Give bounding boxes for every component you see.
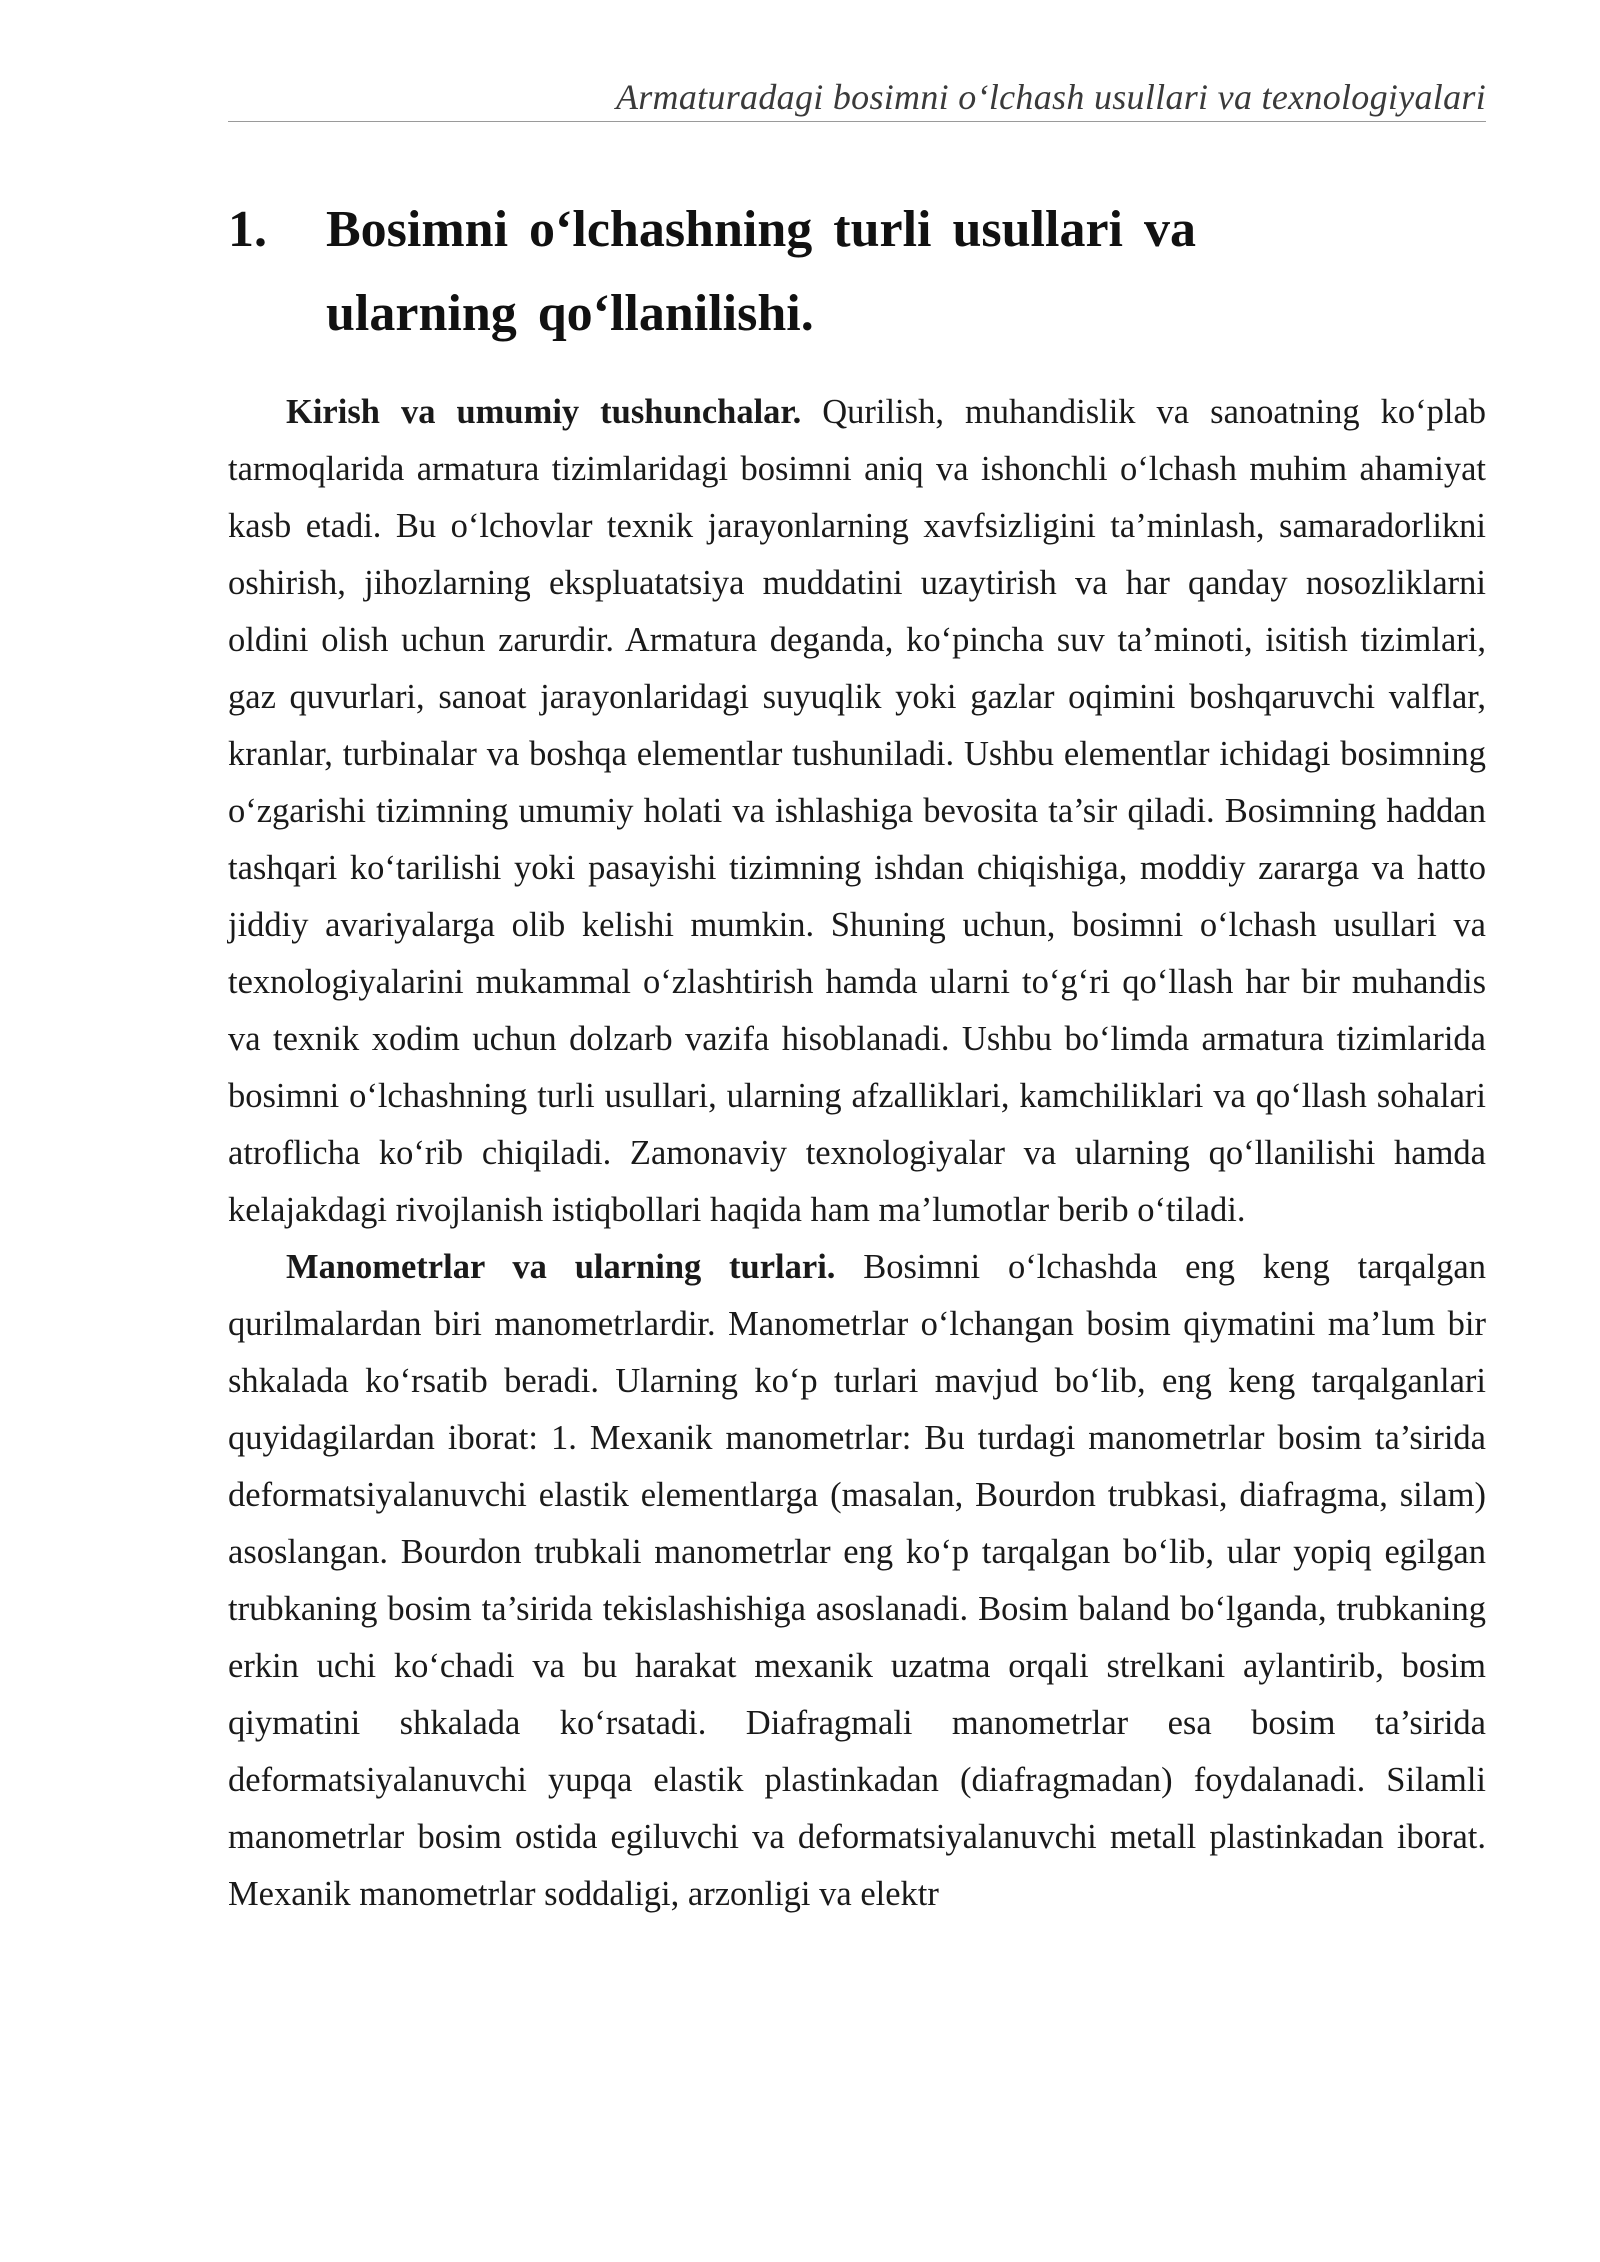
run-in-heading-manometers: Manometrlar va ularning turlari. — [286, 1248, 836, 1286]
paragraph-manometers — [228, 1239, 1486, 1923]
body-text — [228, 384, 1486, 1923]
running-header: Armaturadagi bosimni o‘lchash usullari va texnologiyalari — [615, 77, 1486, 117]
run-in-heading-introduction: Kirish va umumiy tushunchalar. — [286, 393, 802, 431]
paragraph-text-manometers: Bosimni o‘lchashda eng keng tarqalgan qurilmalardan biri manometrlardir. Manometrlar o‘lchangan bosim qiymatini ma’lum bir shkalada ko‘rsatib beradi. Ularning ko‘p turlari mavjud bo‘lib, eng keng tarqalganlari quyidagilardan iborat: 1. Mexanik manometrlar: Bu turdagi manometrlar bosim ta’sirida deformatsiyalanuvchi elastik elementlarga (masalan, Bourdon trubkasi, diafragma, silam) asoslangan. Bourdon trubkali manometrlar eng ko‘p tarqalgan bo‘lib, ular yopiq egilgan trubkaning bosim ta’sirida tekislashishiga asoslanadi. Bosim baland bo‘lganda, trubkaning erkin uchi ko‘chadi va bu harakat mexanik uzatma orqali strelkani aylantirib, bosim qiymatini shkalada ko‘rsatadi. Diafragmali manometrlar esa bosim ta’sirida deformatsiyalanuvchi yupqa elastik plastinkadan (diafragmadan) foydalanadi. Silamli manometrlar bosim ostida egiluvchi va deformatsiyalanuvchi metall plastinkadan iborat. Mexanik manometrlar soddaligi, arzonligi va elektr — [228, 1248, 1486, 1913]
paragraph-text-introduction: Qurilish, muhandislik va sanoatning ko‘plab tarmoqlarida armatura tizimlaridagi bosimni aniq va ishonchli o‘lchash muhim ahamiyat kasb etadi. Bu o‘lchovlar texnik jarayonlarning xavfsizligini ta’minlash, samaradorlikni oshirish, jihozlarning ekspluatatsiya muddatini uzaytirish va har qanday nosozliklarni oldini olish uchun zarurdir. Armatura deganda, ko‘pincha suv ta’minoti, isitish tizimlari, gaz quvurlari, sanoat jarayonlaridagi suyuqlik yoki gazlar oqimini boshqaruvchi valflar, kranlar, turbinalar va boshqa elementlar tushuniladi. Ushbu elementlar ichidagi bosimning o‘zgarishi tizimning umumiy holati va ishlashiga bevosita ta’sir qiladi. Bosimning haddan tashqari ko‘tarilishi yoki pasayishi tizimning ishdan chiqishiga, moddiy zararga va hatto jiddiy avariyalarga olib kelishi mumkin. Shuning uchun, bosimni o‘lchash usullari va texnologiyalarini mukammal o‘zlashtirish hamda ularni to‘g‘ri qo‘llash har bir muhandis va texnik xodim uchun dolzarb vazifa hisoblanadi. Ushbu bo‘limda armatura tizimlarida bosimni o‘lchashning turli usullari, ularning afzalliklari, kamchiliklari va qo‘llash sohalari atroflicha ko‘rib chiqiladi. Zamonaviy texnologiyalar va ularning qo‘llanilishi hamda kelajakdagi rivojlanish istiqbollari haqida ham ma’lumotlar berib o‘tiladi. — [228, 393, 1487, 1229]
paragraph-introduction — [228, 384, 1486, 1239]
chapter-heading — [228, 188, 1328, 356]
header-divider — [228, 121, 1486, 122]
chapter-title: Bosimni o‘lchashning turli usullari va ularning qo‘llanilishi. — [326, 201, 1196, 342]
chapter-number: 1. — [228, 201, 267, 258]
